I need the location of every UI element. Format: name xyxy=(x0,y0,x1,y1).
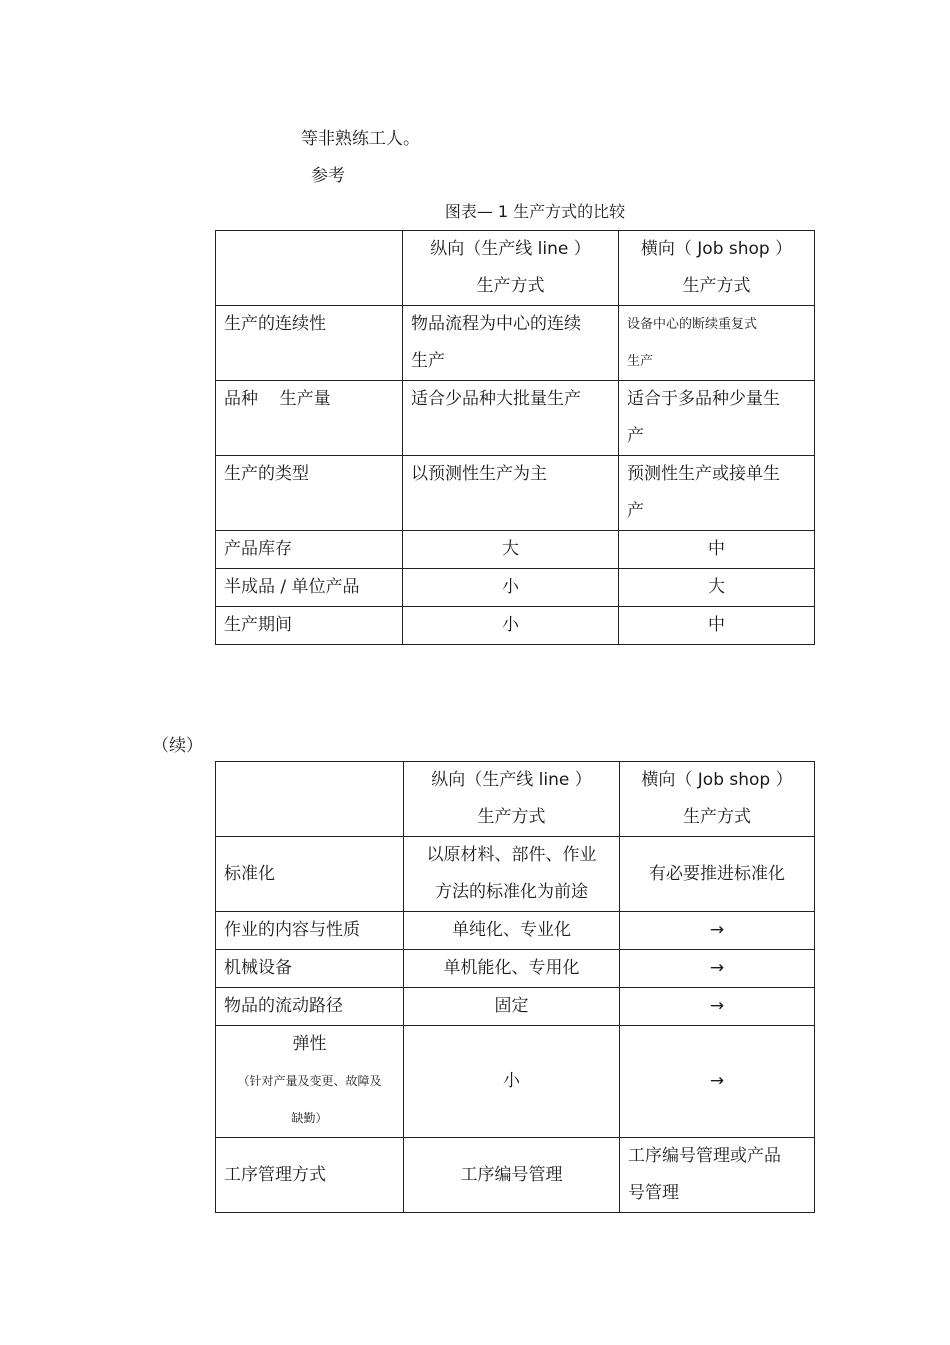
header-line-production: 纵向（生产线 line ） 生产方式 xyxy=(403,231,619,306)
row-label-flexibility: 弹性 （针对产量及变更、故障及 缺勤） xyxy=(216,1026,404,1138)
header-line-production: 纵向（生产线 line ） 生产方式 xyxy=(404,762,620,837)
table-row xyxy=(216,912,815,950)
row-cell-line: 单机能化、专用化 xyxy=(404,950,620,988)
row-cell-job-shop: 适合于多品种少量生 产 xyxy=(619,381,815,456)
table-row xyxy=(216,988,815,1026)
table-row xyxy=(216,306,815,381)
row-label: 生产的类型 xyxy=(216,456,403,531)
row-cell-job-shop: 设备中心的断续重复式 生产 xyxy=(619,306,815,381)
table-row xyxy=(216,531,815,569)
row-cell-job-shop: 中 xyxy=(619,531,815,569)
table-row xyxy=(216,1026,815,1138)
table-row xyxy=(216,1138,815,1213)
row-label: 物品的流动路径 xyxy=(216,988,404,1026)
table-row xyxy=(216,837,815,912)
row-cell-line: 单纯化、专业化 xyxy=(404,912,620,950)
row-cell-job-shop: → xyxy=(620,912,815,950)
row-cell-line: 小 xyxy=(403,569,619,607)
table-row xyxy=(216,607,815,645)
table-header-row xyxy=(216,231,815,306)
row-cell-job-shop: → xyxy=(620,1026,815,1138)
row-label: 工序管理方式 xyxy=(216,1138,404,1213)
row-cell-line: 小 xyxy=(403,607,619,645)
row-cell-line: 物品流程为中心的连续 生产 xyxy=(403,306,619,381)
row-cell-job-shop: → xyxy=(620,950,815,988)
table-row xyxy=(216,569,815,607)
table-header-row xyxy=(216,762,815,837)
row-cell-line: 小 xyxy=(404,1026,620,1138)
header-job-shop-production: 横向（ Job shop ） 生产方式 xyxy=(619,231,815,306)
row-cell-line: 固定 xyxy=(404,988,620,1026)
row-label: 生产的连续性 xyxy=(216,306,403,381)
row-cell-line: 以预测性生产为主 xyxy=(403,456,619,531)
table-row xyxy=(216,950,815,988)
row-label: 生产期间 xyxy=(216,607,403,645)
row-label: 产品库存 xyxy=(216,531,403,569)
row-cell-job-shop: 工序编号管理或产品 号管理 xyxy=(620,1138,815,1213)
header-empty-cell xyxy=(216,231,403,306)
row-cell-job-shop: 有必要推进标准化 xyxy=(620,837,815,912)
continued-label: （续） xyxy=(152,736,203,756)
table-row xyxy=(216,456,815,531)
row-label: 标准化 xyxy=(216,837,404,912)
row-label: 半成品 / 单位产品 xyxy=(216,569,403,607)
table-caption: 图表— 1 生产方式的比较 xyxy=(444,202,626,221)
row-label: 机械设备 xyxy=(216,950,404,988)
row-cell-line: 大 xyxy=(403,531,619,569)
row-label: 作业的内容与性质 xyxy=(216,912,404,950)
header-empty-cell xyxy=(216,762,404,837)
header-job-shop-production: 横向（ Job shop ） 生产方式 xyxy=(620,762,815,837)
row-cell-job-shop: → xyxy=(620,988,815,1026)
row-cell-job-shop: 大 xyxy=(619,569,815,607)
comparison-table xyxy=(215,230,815,645)
row-cell-job-shop: 中 xyxy=(619,607,815,645)
comparison-table-continued xyxy=(215,761,815,1213)
row-cell-line: 以原材料、部件、作业 方法的标准化为前途 xyxy=(404,837,620,912)
row-cell-line: 适合少品种大批量生产 xyxy=(403,381,619,456)
row-label: 品种 生产量 xyxy=(216,381,403,456)
intro-line-2: 参考 xyxy=(311,166,345,186)
table-row xyxy=(216,381,815,456)
row-cell-job-shop: 预测性生产或接单生 产 xyxy=(619,456,815,531)
intro-line-1: 等非熟练工人。 xyxy=(301,129,420,149)
row-cell-line: 工序编号管理 xyxy=(404,1138,620,1213)
